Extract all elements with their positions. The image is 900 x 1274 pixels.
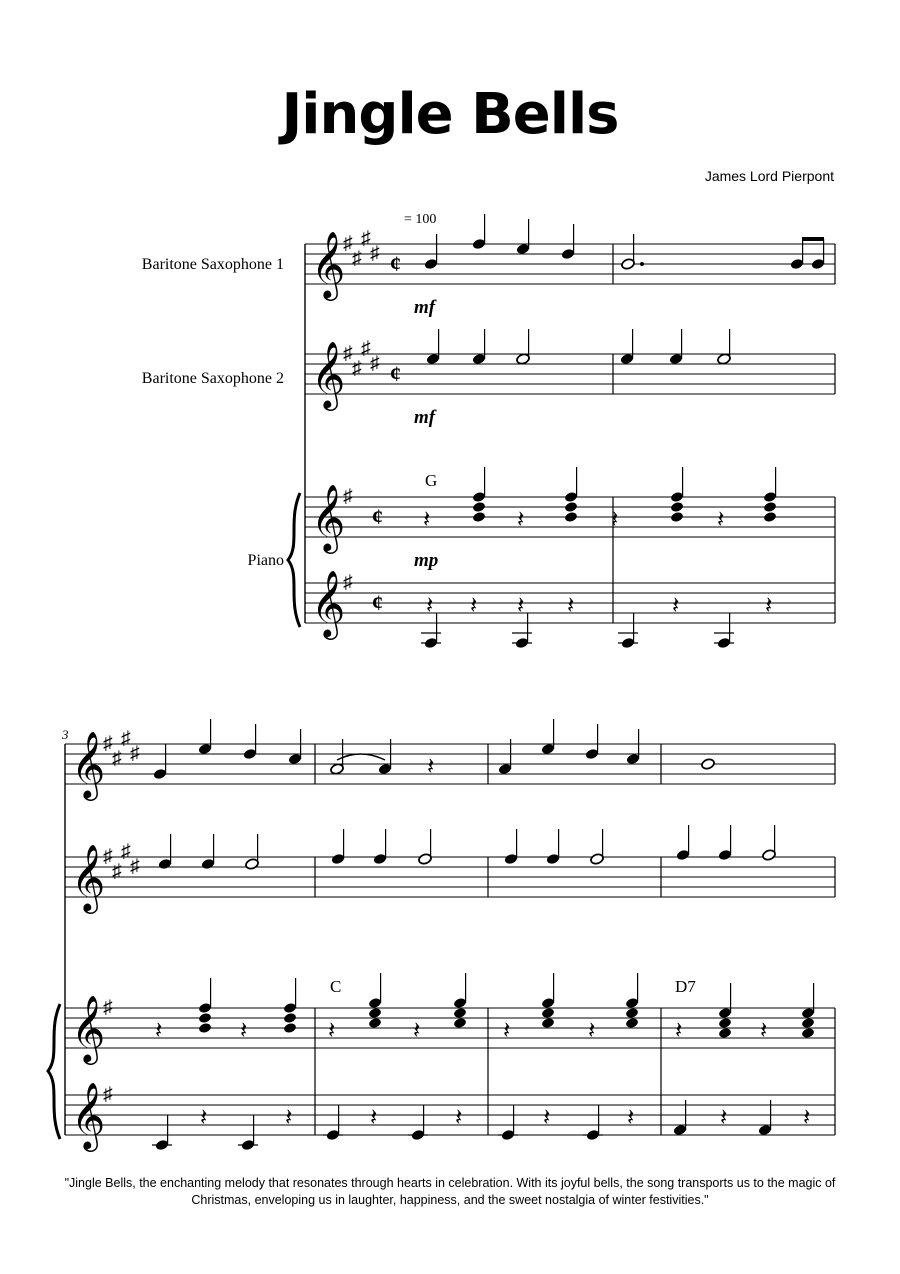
tie	[337, 754, 385, 760]
chord-notehead	[283, 1002, 297, 1014]
quarter-rest: 𝄽	[503, 1018, 511, 1044]
quarter-rest: 𝄽	[328, 1018, 336, 1044]
chord-notehead	[198, 1012, 212, 1024]
quarter-rest: 𝄽	[413, 1018, 421, 1044]
key-sharp: ♯	[130, 743, 140, 764]
chord-notehead	[718, 1007, 732, 1019]
key-sharp: ♯	[343, 572, 353, 593]
key-sharp: ♯	[130, 856, 140, 877]
chord-notehead	[718, 1027, 732, 1039]
cut-time: ¢	[372, 504, 383, 529]
quarter-rest: 𝄽	[370, 1105, 378, 1131]
chord-notehead	[453, 1007, 467, 1019]
quarter-rest: 𝄽	[423, 507, 431, 533]
key-sharp: ♯	[112, 748, 122, 769]
chord-notehead	[453, 997, 467, 1009]
cut-time: ¢	[390, 361, 401, 386]
music-marks	[48, 214, 825, 1152]
dynamic-bari2: mf	[414, 407, 436, 428]
chord-notehead	[670, 491, 684, 503]
quarter-rest: 𝄽	[627, 1105, 635, 1131]
treble-clef: 𝄞	[311, 342, 346, 407]
notehead	[701, 758, 716, 771]
chord-notehead	[368, 1017, 382, 1029]
chord-notehead	[801, 1007, 815, 1019]
quarter-rest: 𝄽	[760, 1018, 768, 1044]
quarter-rest: 𝄽	[567, 593, 575, 619]
chord-notehead	[472, 511, 486, 523]
chord-symbol-g: G	[425, 471, 438, 490]
quarter-rest: 𝄽	[803, 1105, 811, 1131]
instrument-label-bari2: Baritone Saxophone 2	[141, 370, 284, 387]
key-sharp: ♯	[103, 1084, 113, 1105]
quarter-rest: 𝄽	[720, 1105, 728, 1131]
quarter-rest: 𝄽	[470, 593, 478, 619]
piano-brace	[288, 493, 300, 627]
key-sharp: ♯	[103, 846, 113, 867]
quarter-rest: 𝄽	[717, 507, 725, 533]
quarter-rest: 𝄽	[455, 1105, 463, 1131]
quarter-rest: 𝄽	[672, 593, 680, 619]
quarter-rest: 𝄽	[517, 507, 525, 533]
dynamic-piano: mp	[414, 550, 439, 571]
key-sharp: ♯	[343, 233, 353, 254]
treble-clef: 𝄞	[311, 485, 346, 550]
key-sharp: ♯	[121, 728, 131, 749]
key-sharp: ♯	[112, 861, 122, 882]
chord-notehead	[198, 1002, 212, 1014]
footer-quote: "Jingle Bells, the enchanting melody that resonates through hearts in celebration. With its joyful bells, the song transports us to the magic of Christmas, enveloping us in laughter, happiness, and the sweet nostalgia of winter festivities."	[64, 1176, 836, 1207]
chord-notehead	[763, 511, 777, 523]
cut-time: ¢	[390, 251, 401, 276]
chord-symbol-d7: D7	[675, 977, 696, 996]
dot	[640, 262, 644, 266]
chord-notehead	[368, 1007, 382, 1019]
instrument-label-piano: Piano	[247, 552, 284, 569]
instrument-label-bari1: Baritone Saxophone 1	[141, 256, 284, 273]
key-sharp: ♯	[343, 343, 353, 364]
key-sharp: ♯	[370, 353, 380, 374]
key-sharp: ♯	[343, 486, 353, 507]
chord-notehead	[564, 501, 578, 513]
chord-notehead	[453, 1017, 467, 1029]
key-sharp: ♯	[361, 338, 371, 359]
dynamic-bari1: mf	[414, 297, 436, 318]
treble-clef: 𝄞	[311, 232, 346, 297]
chord-notehead	[283, 1022, 297, 1034]
treble-clef: 𝄞	[71, 1083, 106, 1148]
chord-notehead	[763, 501, 777, 513]
score-title: Jingle Bells	[281, 82, 619, 147]
chord-notehead	[198, 1022, 212, 1034]
key-sharp: ♯	[370, 243, 380, 264]
quarter-rest: 𝄽	[426, 593, 434, 619]
chord-notehead	[625, 997, 639, 1009]
beam	[802, 237, 824, 241]
key-sharp: ♯	[103, 997, 113, 1018]
quarter-rest: 𝄽	[588, 1018, 596, 1044]
key-sharp: ♯	[352, 358, 362, 379]
key-sharp: ♯	[103, 733, 113, 754]
quarter-rest: 𝄽	[611, 507, 619, 533]
staff-lines	[65, 244, 835, 1135]
chord-notehead	[564, 491, 578, 503]
chord-notehead	[472, 491, 486, 503]
chord-notehead	[472, 501, 486, 513]
treble-clef: 𝄞	[311, 571, 346, 636]
quarter-rest: 𝄽	[675, 1018, 683, 1044]
chord-notehead	[801, 1027, 815, 1039]
quarter-rest: 𝄽	[517, 593, 525, 619]
chord-notehead	[718, 1017, 732, 1029]
chord-notehead	[541, 1017, 555, 1029]
piano-brace	[48, 1004, 60, 1139]
chord-notehead	[283, 1012, 297, 1024]
treble-clef: 𝄞	[71, 845, 106, 910]
chord-notehead	[564, 511, 578, 523]
quarter-rest: 𝄽	[543, 1105, 551, 1131]
quarter-rest: 𝄽	[765, 593, 773, 619]
quarter-rest: 𝄽	[285, 1105, 293, 1131]
chord-notehead	[625, 1007, 639, 1019]
quarter-rest: 𝄽	[240, 1018, 248, 1044]
chord-notehead	[670, 501, 684, 513]
key-sharp: ♯	[361, 228, 371, 249]
quarter-rest: 𝄽	[155, 1018, 163, 1044]
quarter-rest: 𝄽	[427, 754, 435, 780]
chord-notehead	[541, 1007, 555, 1019]
tempo-mark: = 100	[404, 212, 437, 227]
composer-name: James Lord Pierpont	[704, 168, 834, 184]
quarter-rest: 𝄽	[200, 1105, 208, 1131]
chord-symbol-c: C	[330, 977, 342, 996]
chord-notehead	[541, 997, 555, 1009]
treble-clef: 𝄞	[71, 732, 106, 797]
chord-notehead	[763, 491, 777, 503]
chord-notehead	[670, 511, 684, 523]
key-sharp: ♯	[121, 841, 131, 862]
chord-notehead	[801, 1017, 815, 1029]
key-sharp: ♯	[352, 248, 362, 269]
treble-clef: 𝄞	[71, 996, 106, 1061]
measure-number: 3	[62, 727, 69, 742]
chord-notehead	[368, 997, 382, 1009]
chord-notehead	[625, 1017, 639, 1029]
cut-time: ¢	[372, 590, 383, 615]
